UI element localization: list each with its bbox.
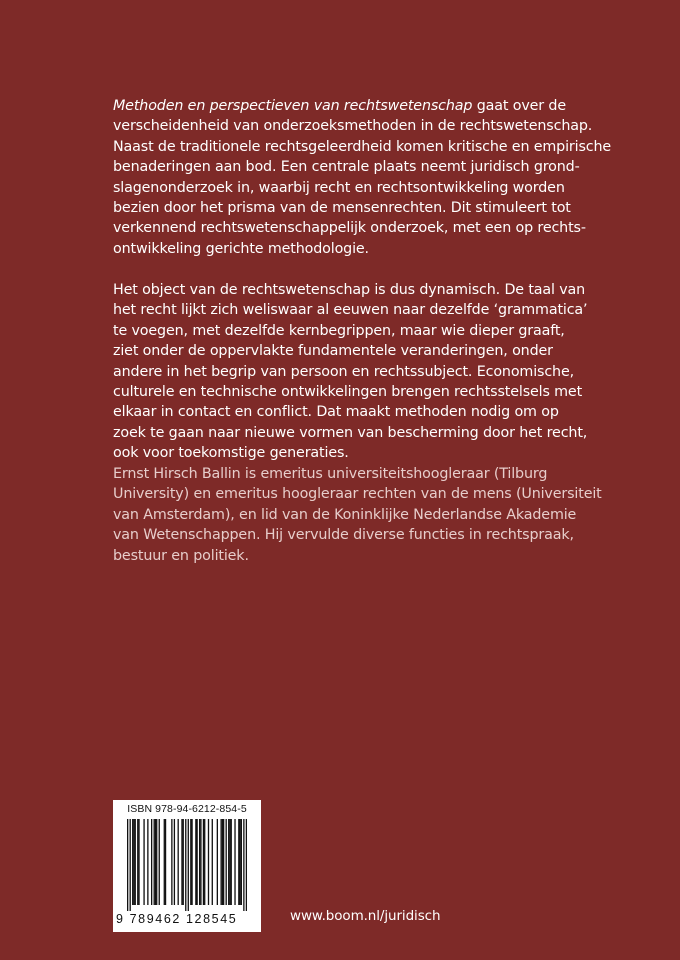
barcode-bar xyxy=(151,819,152,905)
barcode-bar xyxy=(133,819,134,905)
description-line: te voegen, met dezelfde kernbegrippen, maar wie dieper graaft, xyxy=(113,322,565,339)
barcode-bar xyxy=(165,819,166,905)
description-line: zoek te gaan naar nieuwe vormen van bescherming door het recht, xyxy=(113,424,588,441)
barcode-bar xyxy=(154,819,155,905)
barcode-bar xyxy=(185,819,186,911)
barcode-bar xyxy=(196,819,197,905)
description-line: het recht lijkt zich weliswaar al eeuwen naar dezelfde ‘grammatica’ xyxy=(113,302,588,319)
barcode-bar xyxy=(226,819,227,905)
barcode-bar xyxy=(220,819,221,905)
barcode-bar xyxy=(241,819,242,905)
barcode-bar xyxy=(174,819,175,905)
author-bio-line: bestuur en politiek. xyxy=(113,547,249,564)
barcode-bar xyxy=(204,819,205,905)
barcode-bar xyxy=(156,819,157,905)
description-line: ontwikkeling gerichte methodologie. xyxy=(113,240,369,257)
barcode-bar xyxy=(188,819,189,911)
description-line: ziet onder de oppervlakte fundamentele veranderingen, onder xyxy=(113,343,553,360)
description-line: elkaar in contact en conflict. Dat maakt methoden nodig om op xyxy=(113,404,559,421)
description-paragraph-2 xyxy=(113,280,588,464)
barcode-bar xyxy=(228,819,229,905)
barcode-bar xyxy=(191,819,192,905)
barcode-bar xyxy=(130,819,131,911)
barcode-bar xyxy=(178,819,179,905)
description-line: Methoden en perspectieven van rechtswetenschap gaat over de xyxy=(113,98,566,114)
barcode-digits: 9 789462 128545 xyxy=(116,912,238,926)
description-line: Naast de traditionele rechtsgeleerdheid komen kritische en empirische xyxy=(113,138,612,155)
description-paragraph-1 xyxy=(113,96,612,259)
book-title-italic: Methoden en perspectieven van rechtswetenschap xyxy=(113,98,473,114)
barcode-bar xyxy=(171,819,172,905)
description-line: benaderingen aan bod. Een centrale plaats neemt juridisch grond- xyxy=(113,159,580,176)
barcode-bar xyxy=(212,819,213,905)
barcode-bar xyxy=(159,819,160,905)
barcode-bar xyxy=(155,819,156,905)
description-line: ook voor toekomstige generaties. xyxy=(113,445,349,462)
barcode-bar xyxy=(138,819,139,905)
barcode-bar xyxy=(137,819,138,905)
barcode-bar xyxy=(246,819,247,911)
barcode-bar xyxy=(199,819,200,905)
barcode-bar xyxy=(200,819,201,905)
barcode-bar xyxy=(181,819,182,905)
barcode-bar xyxy=(234,819,235,905)
barcode-bar xyxy=(238,819,239,905)
barcode-bar xyxy=(127,819,128,911)
author-bio-line: van Amsterdam), en lid van de Koninklijke Nederlandse Akademie xyxy=(113,506,577,523)
barcode-bar xyxy=(203,819,204,905)
barcode-bar xyxy=(147,819,148,905)
barcode-bar xyxy=(222,819,223,905)
author-bio-line: Ernst Hirsch Ballin is emeritus universiteitshoogleraar (Tilburg xyxy=(113,466,548,482)
description-line: Het object van de rechtswetenschap is dus dynamisch. De taal van xyxy=(113,282,586,298)
barcode-bar xyxy=(143,819,144,905)
barcode-bar xyxy=(217,819,218,905)
barcode-bar xyxy=(229,819,230,905)
barcode-bar xyxy=(243,819,244,911)
barcode-bar xyxy=(190,819,191,905)
barcode-bar xyxy=(135,819,136,905)
barcode-bar xyxy=(195,819,196,905)
description-line: andere in het begrip van persoon en rechtssubject. Economische, xyxy=(113,363,574,380)
publisher-website: www.boom.nl/juridisch xyxy=(290,908,441,924)
isbn-label: ISBN 978-94-6212-854-5 xyxy=(127,803,247,815)
description-line: culturele en technische ontwikkelingen brengen rechtsstelsels met xyxy=(113,384,583,401)
isbn-barcode xyxy=(113,800,261,932)
barcode-bar xyxy=(164,819,165,905)
barcode-bars xyxy=(127,819,247,911)
description-line: bezien door het prisma van de mensenrechten. Dit stimuleert tot xyxy=(113,200,571,217)
author-bio-line: van Wetenschappen. Hij vervulde diverse functies in rechtspraak, xyxy=(113,527,574,544)
barcode-bar xyxy=(208,819,209,905)
barcode-bar xyxy=(132,819,133,905)
barcode-bar xyxy=(231,819,232,905)
barcode-bar xyxy=(239,819,240,905)
barcode-bar xyxy=(223,819,224,905)
description-line: verkennend rechtswetenschappelijk onderzoek, met een op rechts- xyxy=(113,220,586,237)
barcode-bar xyxy=(183,819,184,905)
author-bio-line: University) en emeritus hoogleraar rechten van de mens (Universiteit xyxy=(113,486,602,503)
description-line: verscheidenheid van onderzoeksmethoden in de rechtswetenschap. xyxy=(113,118,593,135)
author-bio xyxy=(113,464,602,566)
description-line: slagenonderzoek in, waarbij recht en rechtsontwikkeling worden xyxy=(113,179,565,196)
